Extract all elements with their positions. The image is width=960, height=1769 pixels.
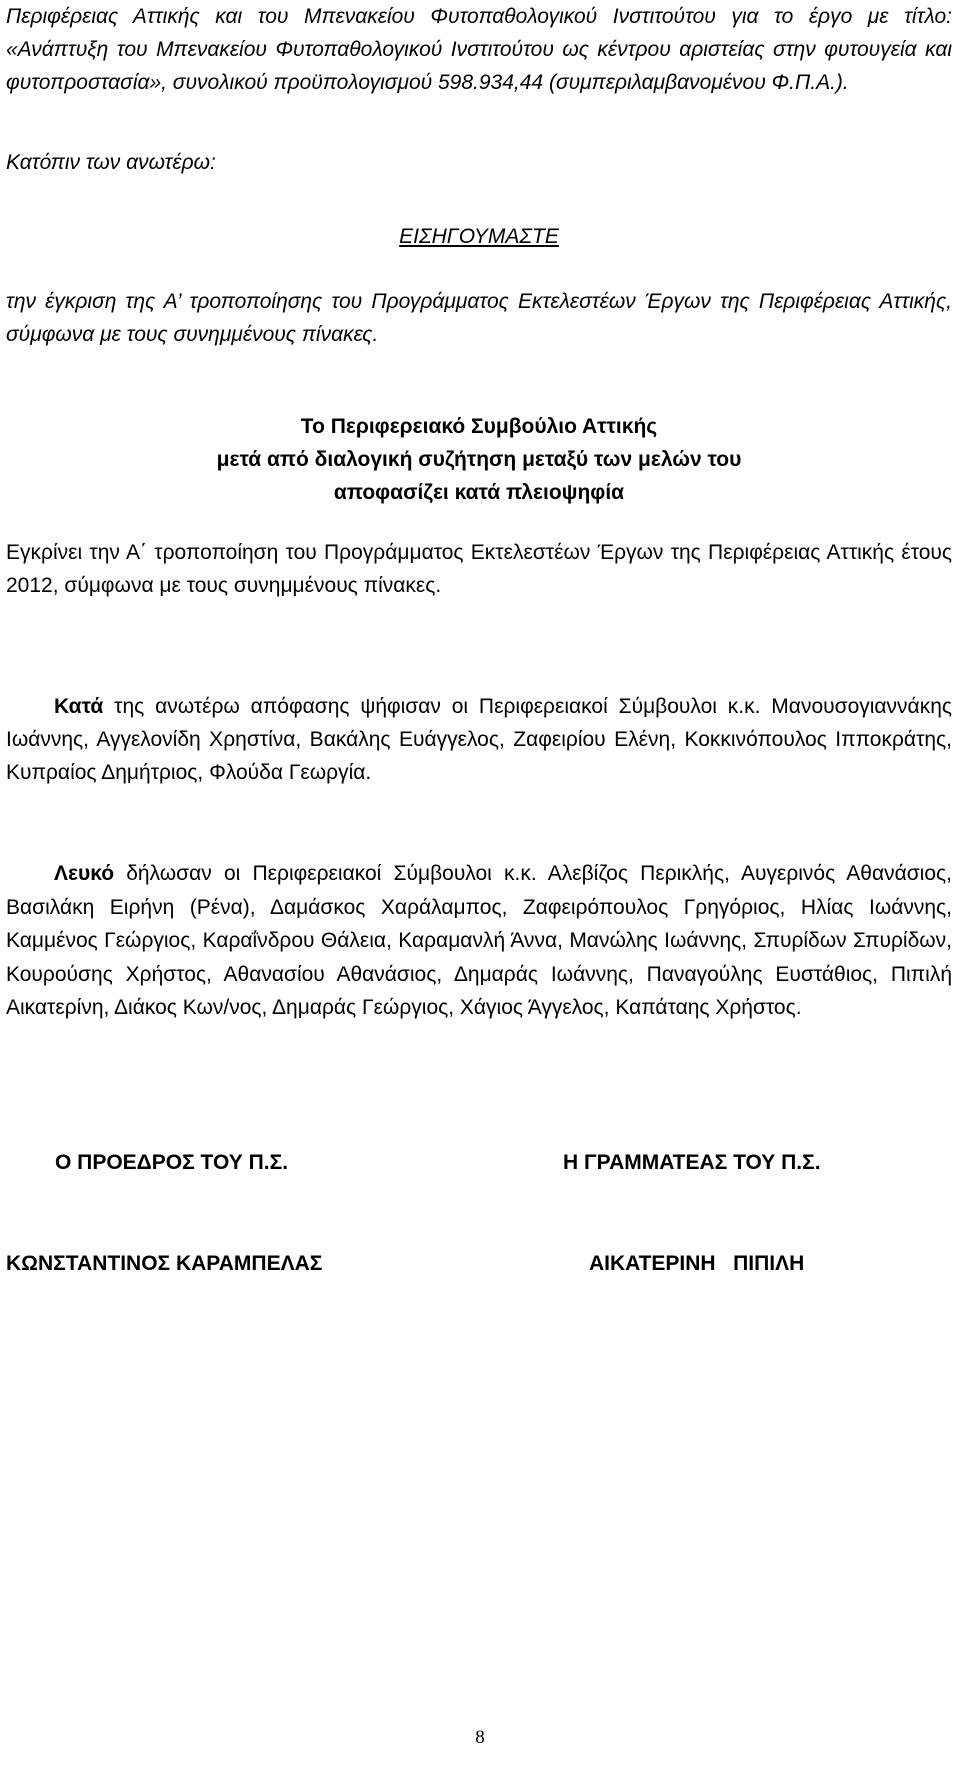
president-title: Ο ΠΡΟΕΔΡΟΣ ΤΟΥ Π.Σ. — [55, 1151, 289, 1174]
council-line-1: Το Περιφερειακό Συμβούλιο Αττικής — [300, 415, 658, 438]
president-name: ΚΩΝΣΤΑΝΤΙΝΟΣ ΚΑΡΑΜΠΕΛΑΣ — [6, 1252, 323, 1275]
blank-votes-paragraph — [6, 857, 952, 1025]
against-label: Κατά — [54, 695, 104, 718]
intro-paragraph: Περιφέρειας Αττικής και του Μπενακείου Φυτοπαθολογικού Ινστιτούτου για το έργο με τίτλο: «Ανάπτυξη του Μπενακείου Φυτοπαθολογικού Ινστιτούτου ως κέντρου αριστείας στην φυτουγεία και φυτοπροστασία», συνολικού προϋπολογισμού 598.934,44 (συμπεριλαμβανομένου Φ.Π.Α.). — [6, 5, 952, 94]
decision-paragraph: Εγκρίνει την Α΄ τροποποίηση του Προγράμματος Εκτελεστέων Έργων της Περιφέρειας Αττικής έτους 2012, σύμφωνα με τους συνημμένους πίνακες. — [6, 541, 952, 597]
page-number: 8 — [475, 1727, 485, 1748]
approval-recommendation-paragraph: την έγκριση της Α’ τροποποίησης του Προγράμματος Εκτελεστέων Έργων της Περιφέρειας Αττικής, σύμφωνα με τους συνημμένους πίνακες. — [6, 290, 952, 346]
eisigoumaste-heading: ΕΙΣΗΓΟΥΜΑΣΤΕ — [399, 225, 559, 248]
against-votes-paragraph — [6, 690, 952, 789]
council-decision-heading — [6, 410, 952, 509]
secretary-title: Η ΓΡΑΜΜΑΤΕΑΣ ΤΟΥ Π.Σ. — [563, 1151, 821, 1174]
council-line-2: μετά από διαλογική συζήτηση μεταξύ των μελών του — [216, 448, 742, 471]
council-line-3: αποφασίζει κατά πλειοψηφία — [333, 481, 625, 504]
against-text: της ανωτέρω απόφασης ψήφισαν οι Περιφερειακοί Σύμβουλοι κ.κ. Μανουσογιαννάκης Ιωάννης, Αγγελονίδη Χρηστίνα, Βακάλης Ευάγγελος, Ζαφειρίου Ελένη, Κοκκινόπουλος Ιπποκράτης, Κυπραίος Δημήτριος, Φλούδα Γεωργία. — [6, 695, 952, 784]
secretary-name: ΑΙΚΑΤΕΡΙΝΗ ΠΙΠΙΛΗ — [589, 1252, 805, 1275]
blank-label: Λευκό — [54, 862, 115, 885]
blank-text: δήλωσαν οι Περιφερειακοί Σύμβουλοι κ.κ. Αλεβίζος Περικλής, Αυγερινός Αθανάσιος, Βασιλάκη Ειρήνη (Ρένα), Δαμάσκος Χαράλαμπος, Ζαφειρόπουλος Γρηγόριος, Ηλίας Ιωάννης, Καμμένος Γεώργιος, Καραΐνδρου Θάλεια, Καραμανλή Άννα, Μανώλης Ιωάννης, Σπυρίδων Σπυρίδων, Κουρούσης Χρήστος, Αθανασίου Αθανάσιος, Δημαράς Ιωάννης, Παναγούλης Ευστάθιος, Πιπιλή Αικατερίνη, Διάκος Κων/νος, Δημαράς Γεώργιος, Χάγιος Άγγελος, Καπάταης Χρήστος. — [6, 862, 952, 1019]
katopin-line: Κατόπιν των ανωτέρω: — [6, 151, 216, 174]
